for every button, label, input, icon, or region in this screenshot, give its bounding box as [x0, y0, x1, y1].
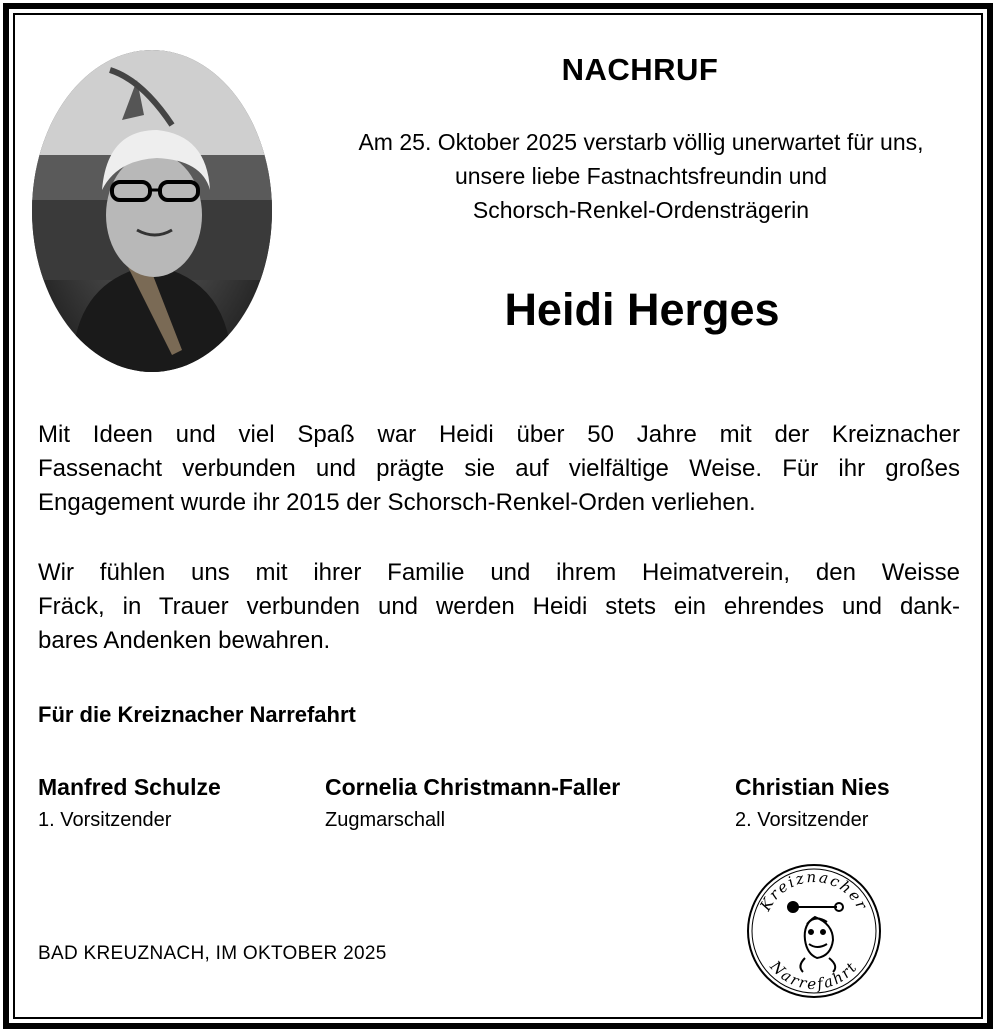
paragraph-line: Fräck, in Trauer verbunden und werden Heidi stets ein ehrendes und dank-	[38, 593, 960, 620]
narrefahrt-seal-logo	[745, 862, 883, 1000]
place-date: BAD KREUZNACH, IM OKTOBER 2025	[38, 943, 387, 964]
organization-label: Für die Kreiznacher Narrefahrt	[38, 702, 356, 727]
signatory	[325, 774, 620, 832]
seal-top-text: Kreiznacher	[756, 867, 872, 914]
seal-bottom-text: Narrefahrt	[766, 957, 862, 994]
paragraph-line: Engagement wurde ihr 2015 der Schorsch-Renkel-Orden verliehen.	[38, 489, 756, 516]
paragraph-condolence	[38, 556, 960, 658]
paragraph-line: Fassenacht verbunden und prägte sie auf vielfältige Weise. Für ihr großes	[38, 455, 960, 482]
signatory-role: 1. Vorsitzender	[38, 809, 172, 831]
signatory	[38, 774, 221, 832]
intro-line: unsere liebe Fastnachtsfreundin und	[454, 163, 828, 189]
signatory-name: Manfred Schulze	[38, 774, 221, 800]
portrait-photo	[32, 50, 272, 372]
intro-text	[305, 125, 977, 227]
signatory-name: Christian Nies	[735, 774, 890, 800]
intro-line: Am 25. Oktober 2025 verstarb völlig unerwartet für uns,	[358, 129, 924, 155]
paragraph-line: bares Andenken bewahren.	[38, 627, 331, 654]
heading-nachruf: NACHRUF	[561, 52, 719, 87]
deceased-name: Heidi Herges	[504, 284, 780, 335]
signatory	[735, 774, 890, 832]
signatory-role: Zugmarschall	[325, 809, 446, 831]
signatory-role: 2. Vorsitzender	[735, 809, 869, 831]
paragraph-line: Mit Ideen und viel Spaß war Heidi über 50 Jahre mit der Kreiznacher	[38, 421, 960, 448]
paragraph-tribute	[38, 418, 960, 520]
intro-line: Schorsch-Renkel-Ordensträgerin	[472, 197, 810, 223]
signatory-name: Cornelia Christmann-Faller	[325, 774, 621, 800]
paragraph-line: Wir fühlen uns mit ihrer Familie und ihrem Heimatverein, den Weisse	[38, 559, 960, 586]
